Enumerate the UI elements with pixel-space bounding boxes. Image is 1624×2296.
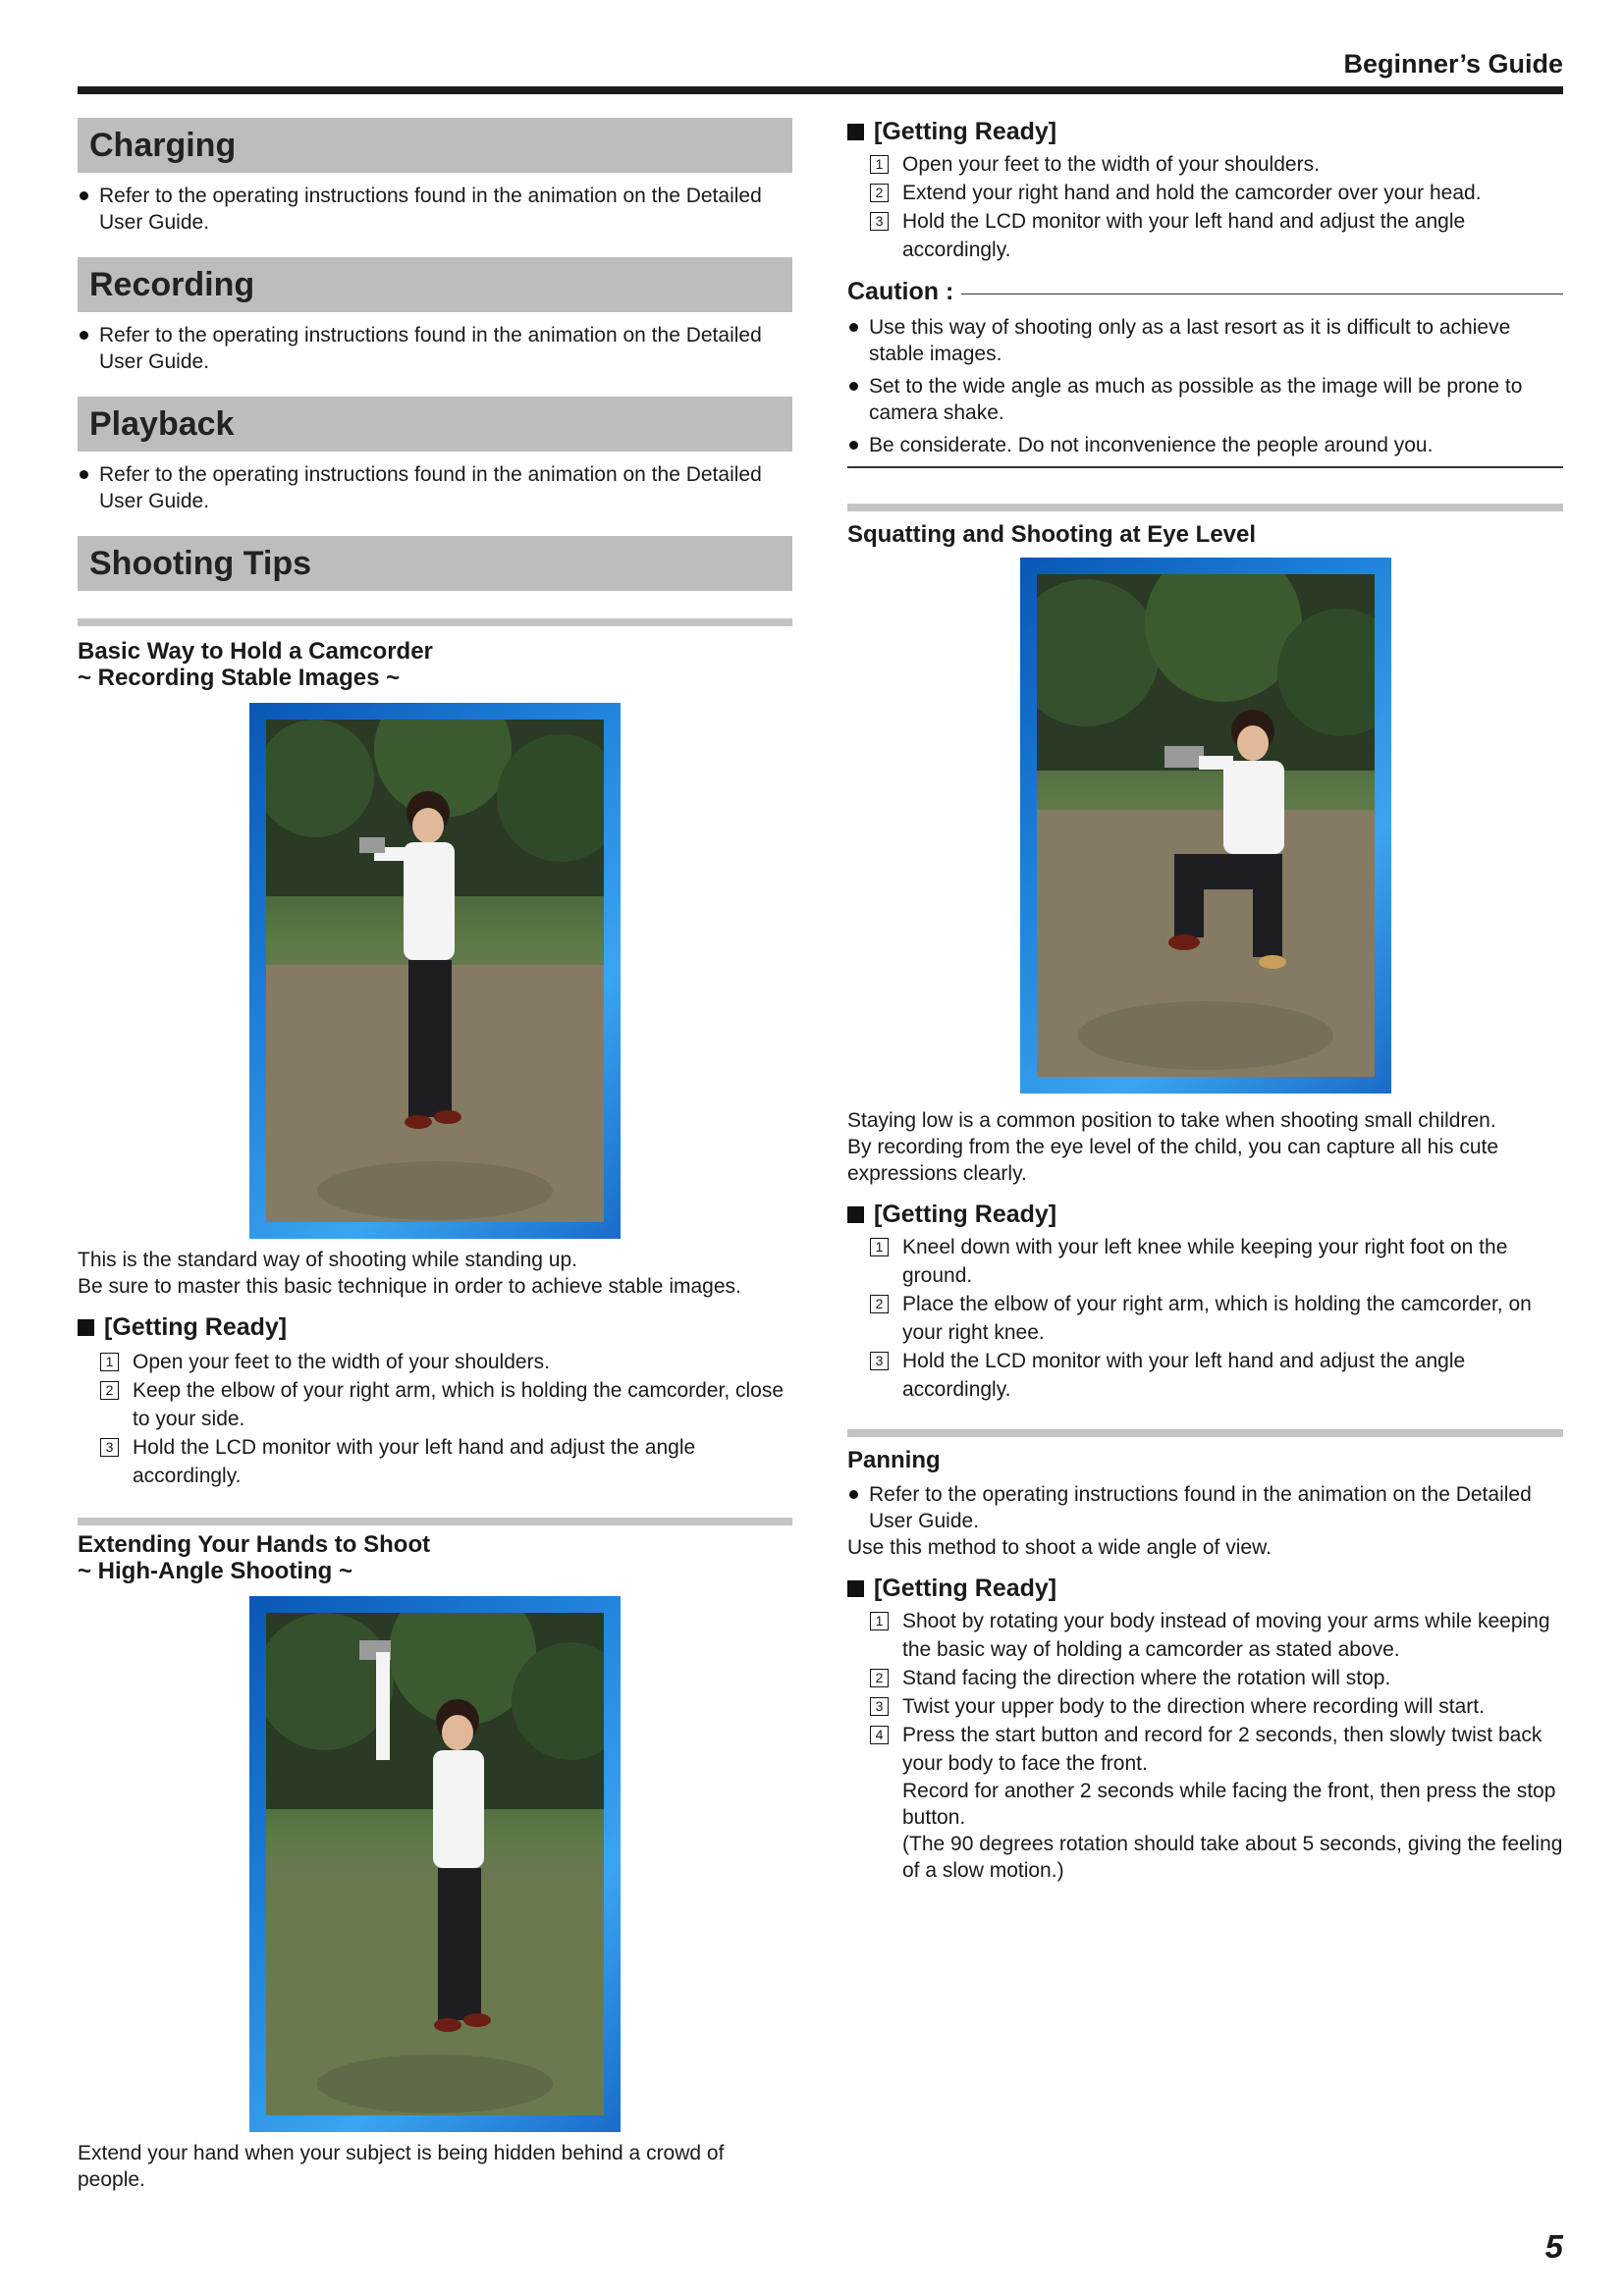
step-text: Open your feet to the width of your shoulders. (902, 153, 1320, 176)
step-number-icon: 3 (100, 1438, 119, 1457)
squatting-getting-ready (847, 1201, 1563, 1229)
basic-desc-1: This is the standard way of shooting while standing up. (78, 1249, 577, 1271)
basic-title: Basic Way to Hold a Camcorder (78, 638, 433, 665)
step-text: Place the elbow of your right arm, which is holding the camcorder, on your right knee. (902, 1293, 1532, 1344)
high-angle-getting-ready (847, 118, 1563, 146)
caution-end-rule (847, 466, 1563, 468)
step-text: Hold the LCD monitor with your left hand and adjust the angle accordingly. (133, 1436, 696, 1487)
step-text: Hold the LCD monitor with your left hand and adjust the angle accordingly. (902, 1350, 1466, 1401)
basic-getting-ready-label: [Getting Ready] (104, 1313, 288, 1341)
panning-rule (847, 1429, 1563, 1437)
step-item (847, 1290, 1563, 1347)
step-4-extra-2: (The 90 degrees rotation should take about 5 seconds, giving the feeling of a slow motion.) (902, 1833, 1563, 1882)
photo-standing (249, 703, 621, 1239)
step-number-icon: 1 (870, 1612, 889, 1630)
recording-bullet: Refer to the operating instructions found in the animation on the Detailed User Guide. (78, 322, 792, 375)
header-title: Beginner’s Guide (1343, 49, 1563, 79)
step-text: Keep the elbow of your right arm, which is holding the camcorder, close to your side. (133, 1379, 785, 1430)
step-number-icon: 2 (100, 1381, 119, 1400)
step-item (847, 150, 1563, 179)
step-text: Hold the LCD monitor with your left hand and adjust the angle accordingly. (902, 210, 1466, 261)
squatting-title: Squatting and Shooting at Eye Level (847, 521, 1257, 548)
page-number: 5 (1544, 2228, 1563, 2265)
step-item (847, 1607, 1563, 1664)
high-angle-getting-ready-label: [Getting Ready] (874, 118, 1057, 145)
extending-rule (78, 1518, 792, 1525)
panning-steps (847, 1607, 1563, 1884)
panning-title: Panning (847, 1447, 941, 1473)
charging-bullet: Refer to the operating instructions found in the animation on the Detailed User Guide. (78, 183, 792, 236)
step-item (847, 1692, 1563, 1721)
step-item (847, 207, 1563, 264)
panning-bullet: Refer to the operating instructions found in the animation on the Detailed User Guide. (847, 1481, 1563, 1534)
caution-list (847, 314, 1563, 458)
step-number-icon: 3 (870, 212, 889, 231)
step-number-icon: 3 (870, 1352, 889, 1370)
panning-getting-ready (847, 1575, 1563, 1603)
square-bullet-icon (847, 1206, 864, 1223)
step-text: Stand facing the direction where the rotation will stop. (902, 1667, 1391, 1689)
panning-desc: Use this method to shoot a wide angle of view. (847, 1536, 1272, 1559)
step-item (847, 1233, 1563, 1290)
step-number-icon: 2 (870, 1669, 889, 1687)
basic-getting-ready (78, 1313, 792, 1342)
basic-subtitle: ~ Recording Stable Images ~ (78, 665, 401, 691)
section-recording-title: Recording (78, 257, 792, 312)
step-text: Extend your right hand and hold the camcorder over your head. (902, 182, 1482, 204)
step-item (847, 1721, 1563, 1778)
playback-bullet: Refer to the operating instructions found in the animation on the Detailed User Guide. (78, 461, 792, 514)
step-item (78, 1348, 792, 1376)
caution-heading (847, 278, 1563, 306)
photo-squatting (1020, 558, 1391, 1094)
caution-rule (961, 294, 1563, 295)
step-number-icon: 2 (870, 184, 889, 202)
section-shooting-tips-title: Shooting Tips (78, 536, 792, 591)
panning-getting-ready-label: [Getting Ready] (874, 1575, 1057, 1602)
step-item (78, 1433, 792, 1490)
step-number-icon: 4 (870, 1726, 889, 1744)
step-number-icon: 1 (870, 155, 889, 174)
section-playback-title: Playback (78, 397, 792, 452)
right-column (847, 118, 1563, 1884)
caution-item: Use this way of shooting only as a last resort as it is difficult to achieve stable images. (847, 314, 1563, 367)
step-number-icon: 2 (870, 1295, 889, 1313)
section-charging-title: Charging (78, 118, 792, 173)
step-item (847, 1347, 1563, 1404)
step-4-extra-1: Record for another 2 seconds while facing the front, then press the stop button. (902, 1780, 1556, 1829)
step-text: Twist your upper body to the direction where recording will start. (902, 1695, 1485, 1718)
photo-high-angle-figure (266, 1613, 604, 2115)
step-number-icon: 1 (870, 1238, 889, 1256)
step-text: Kneel down with your left knee while keeping your right foot on the ground. (902, 1236, 1508, 1287)
step-item (78, 1376, 792, 1433)
squatting-desc-1: Staying low is a common position to take when shooting small children. (847, 1109, 1496, 1132)
step-number-icon: 3 (870, 1697, 889, 1716)
caution-item: Set to the wide angle as much as possible as the image will be prone to camera shake. (847, 373, 1563, 426)
extending-title: Extending Your Hands to Shoot (78, 1531, 431, 1558)
square-bullet-icon (847, 1580, 864, 1597)
high-angle-steps (847, 150, 1563, 264)
step-text: Shoot by rotating your body instead of moving your arms while keeping the basic way of holding a camcorder as stated above. (902, 1610, 1550, 1661)
extending-subtitle: ~ High-Angle Shooting ~ (78, 1558, 352, 1584)
step-item (847, 179, 1563, 207)
squatting-rule (847, 504, 1563, 511)
step-number-icon: 1 (100, 1353, 119, 1371)
extending-desc: Extend your hand when your subject is being hidden behind a crowd of people. (78, 2142, 725, 2191)
photo-standing-figure (266, 720, 604, 1222)
basic-steps (78, 1348, 792, 1490)
square-bullet-icon (847, 124, 864, 140)
photo-high-angle (249, 1596, 621, 2132)
squatting-getting-ready-label: [Getting Ready] (874, 1201, 1057, 1228)
left-column (78, 118, 792, 2193)
step-item (847, 1664, 1563, 1692)
squatting-steps (847, 1233, 1563, 1404)
basic-rule (78, 618, 792, 626)
caution-item: Be considerate. Do not inconvenience the people around you. (847, 432, 1563, 458)
step-text: Open your feet to the width of your shoulders. (133, 1351, 550, 1373)
squatting-desc-2: By recording from the eye level of the child, you can capture all his cute expressions clearly. (847, 1136, 1499, 1185)
photo-squatting-figure (1037, 574, 1375, 1077)
square-bullet-icon (78, 1319, 94, 1336)
basic-desc-2: Be sure to master this basic technique in order to achieve stable images. (78, 1275, 741, 1298)
caution-title: Caution : (847, 278, 954, 305)
header-rule (78, 86, 1563, 94)
step-text: Press the start button and record for 2 seconds, then slowly twist back your body to face the front. (902, 1724, 1543, 1775)
